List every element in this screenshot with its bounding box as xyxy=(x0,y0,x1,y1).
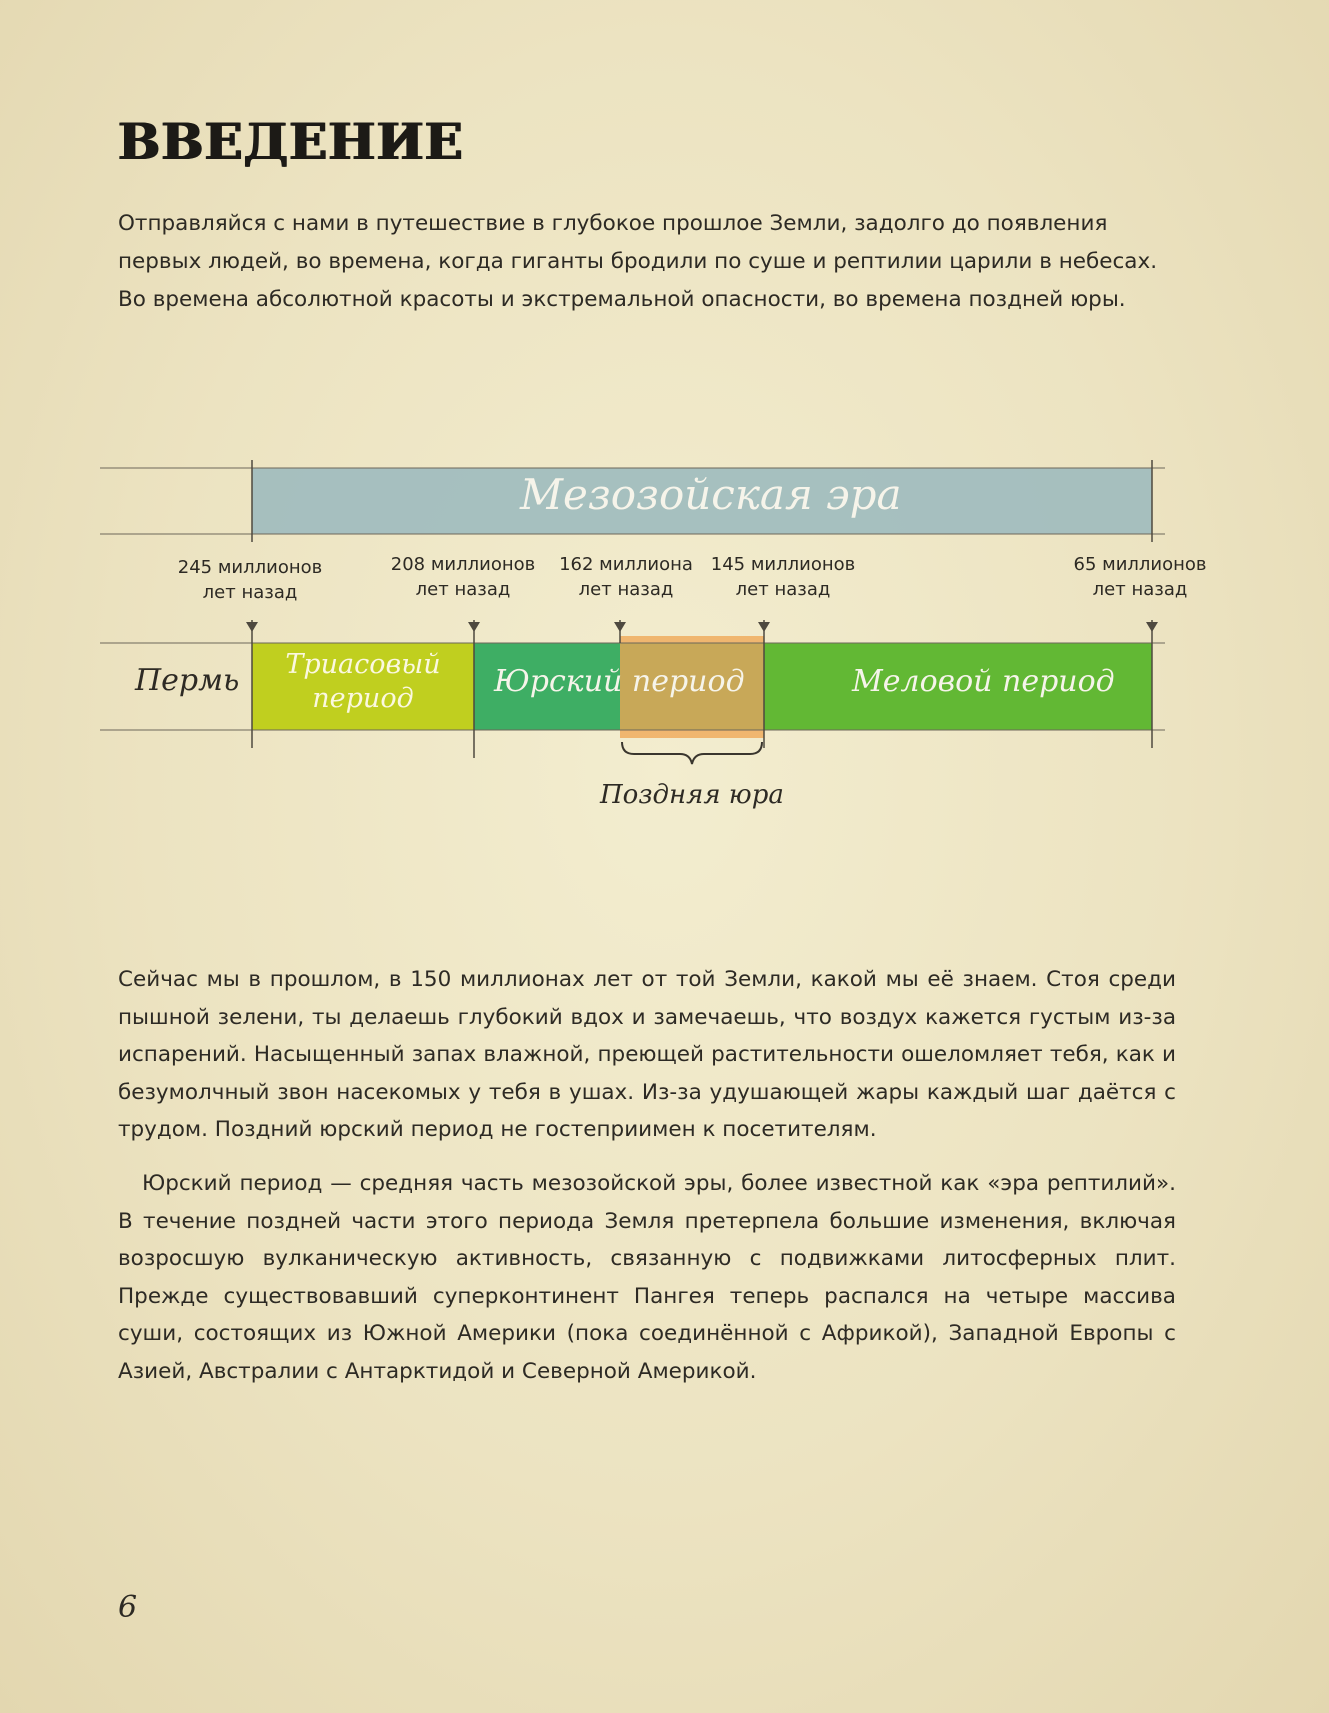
page-title: ВВЕДЕНИЕ xyxy=(118,112,464,171)
date-label-162: 162 миллиона лет назад xyxy=(559,554,693,600)
perm-label: Пермь xyxy=(135,663,240,698)
late-jurassic-brace xyxy=(622,742,762,764)
body-paragraph-2: Юрский период — средняя часть мезозойской эры, более известной как «эра рептилий». В течение поздней части этого периода Земля претерпела большие изменения, включая возросшую вулканическую активность, связанную с подвижками литосферных плит. Прежде существовавший суперконтинент Пангея теперь распался на четыре массива суши, состоящих из Южной Америки (пока соединённой с Африкой), Западной Европы с Азией, Австралии с Антарктидой и Северной Америкой. xyxy=(118,1171,1176,1384)
geologic-timeline xyxy=(0,430,1329,830)
triassic-label: Триасовый период xyxy=(285,649,441,714)
intro-paragraph: Отправляйся с нами в путешествие в глубокое прошлое Земли, задолго до появления первых людей, во времена, когда гиганты бродили по суше и рептилии царили в небесах. Во времена абсолютной красоты и экстремальной опасности, во времена поздней юры. xyxy=(118,211,1158,312)
era-label: Мезозойская эра xyxy=(520,470,902,519)
page-number: 6 xyxy=(118,1590,138,1625)
date-label-245: 245 миллионов лет назад xyxy=(177,557,323,603)
marker-65 xyxy=(1146,622,1158,632)
late-jurassic-label: Поздняя юра xyxy=(600,780,784,810)
marker-145 xyxy=(758,622,770,632)
marker-208 xyxy=(468,622,480,632)
date-label-65: 65 миллионов лет назад xyxy=(1073,554,1207,600)
cretaceous-label: Меловой период xyxy=(852,664,1115,699)
jurassic-label: Юрский период xyxy=(494,664,745,699)
marker-162 xyxy=(614,622,626,632)
marker-245 xyxy=(246,622,258,632)
body-paragraph-1: Сейчас мы в прошлом, в 150 миллионах лет от той Земли, какой мы её знаем. Стоя среди пышной зелени, ты делаешь глубокий вдох и замечаешь, что воздух кажется густым из-за испарений. Насыщенный запах влажной, преющей растительности ошеломляет тебя, как и безумолчный звон насекомых у тебя в ушах. Из-за удушающей жары каждый шаг даётся с трудом. Поздний юрский период не гостеприимен к посетителям. xyxy=(118,967,1176,1142)
date-label-145: 145 миллионов лет назад xyxy=(710,554,856,600)
date-label-208: 208 миллионов лет назад xyxy=(390,554,536,600)
